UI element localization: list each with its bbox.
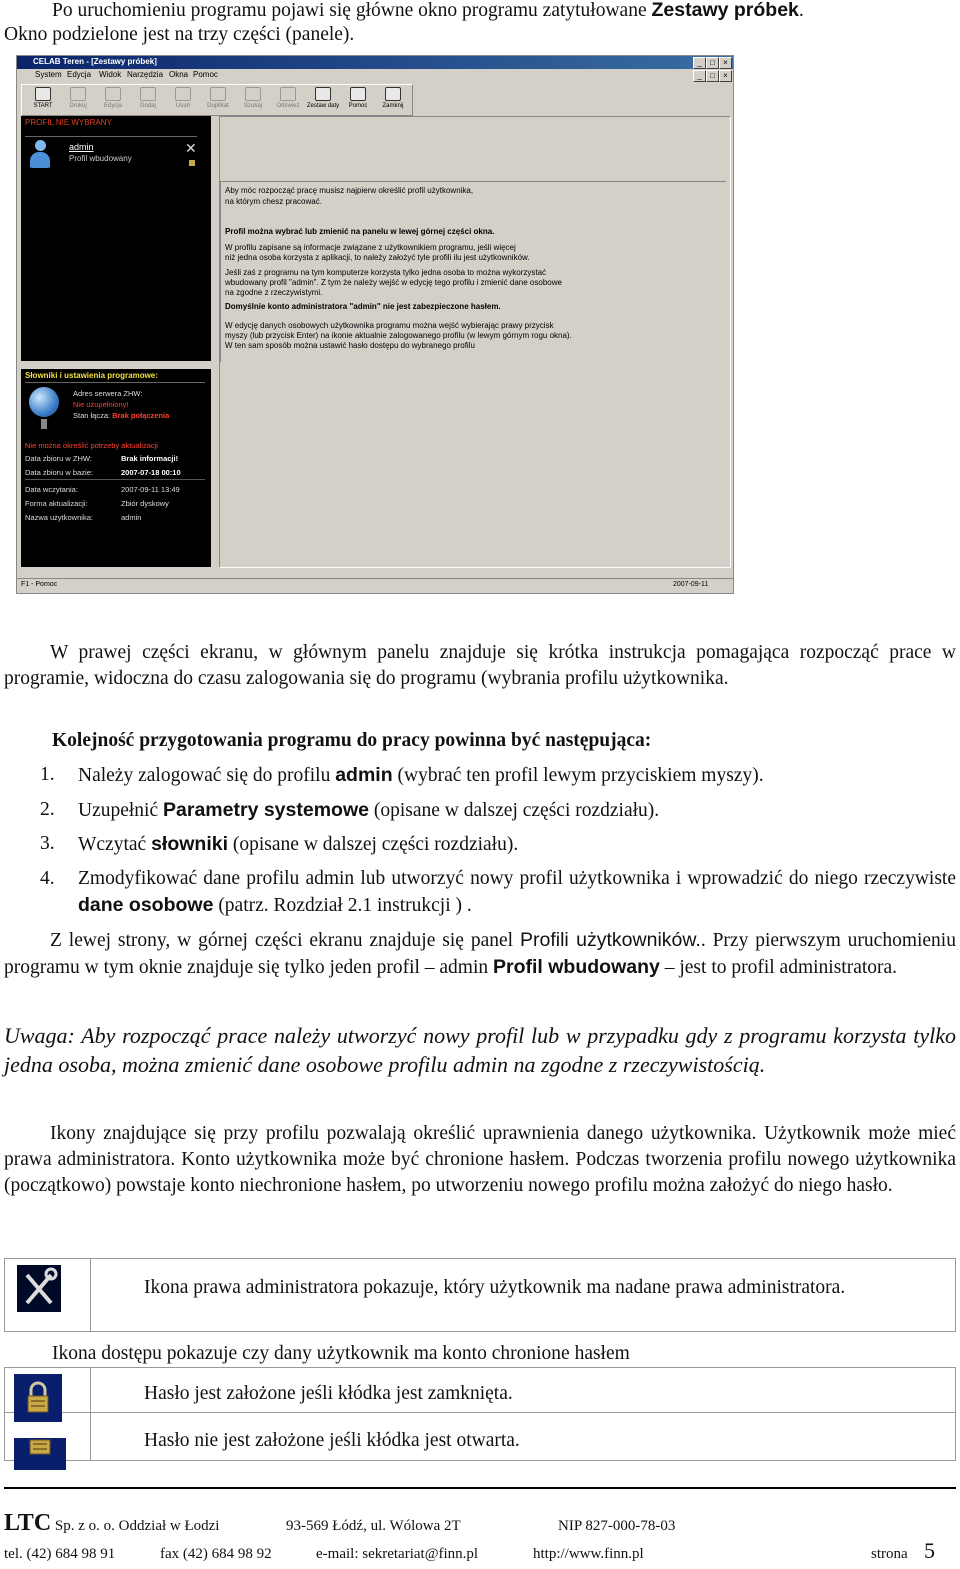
- step-1: 1. Należy zalogować się do profilu admin (wybrać ten profil lewym przyciskiem myszy).: [40, 764, 764, 786]
- date-set-button[interactable]: Zestaw daty: [306, 87, 340, 113]
- profile-name[interactable]: admin: [69, 142, 94, 152]
- menu-okna[interactable]: Okna: [169, 70, 189, 79]
- footer-company: LTC Sp. z o. o. Oddział w Łodzi: [4, 1510, 220, 1536]
- menu-system[interactable]: System: [35, 70, 62, 79]
- padlock-icon: [189, 160, 195, 166]
- menu-widok[interactable]: Widok: [99, 70, 122, 79]
- instr-line: Aby móc rozpocząć pracę musisz najpierw określić profil użytkownika,: [225, 186, 474, 195]
- help-button[interactable]: Pomoc: [341, 87, 375, 113]
- delete-icon: [175, 87, 191, 101]
- profiles-panel: [21, 116, 211, 361]
- zhw-date-label: Data zbioru w ZHW:: [25, 454, 92, 463]
- step-2: 2. Uzupełnić Parametry systemowe (opisane w dalszej części rozdziału).: [40, 799, 660, 821]
- instr-line: Jeśli zaś z programu na tym komputerze korzysta tylko jedna osoba to można wykorzystać: [225, 268, 547, 277]
- para-profiles: Z lewej strony, w górnej części ekranu znajduje się panel Profili użytkowników.. Przy pierwszym uruchomieniu programu w tym oknie znajduje się tylko jeden profil – admin Profil wbudowany – jest to profil administratora.: [4, 929, 956, 978]
- add-button[interactable]: Dodaj: [131, 87, 165, 113]
- footer-email[interactable]: e-mail: sekretariat@finn.pl: [316, 1546, 479, 1562]
- load-label: Data wczytania:: [25, 485, 78, 494]
- zhw-date-value: Brak informacji!: [121, 454, 179, 463]
- menu-pomoc[interactable]: Pomoc: [193, 70, 218, 79]
- status-left: F1 - Pomoc: [21, 581, 58, 588]
- menu-edycja[interactable]: Edycja: [67, 70, 92, 79]
- db-date-value: 2007-07-18 00:10: [121, 468, 181, 477]
- server-value: Nie uzupełniony!: [73, 400, 129, 409]
- child-close-icon[interactable]: ×: [719, 70, 732, 82]
- db-date-label: Data zbioru w bazie:: [25, 468, 93, 477]
- edit-button[interactable]: Edycja: [96, 87, 130, 113]
- instr-line: na zgodne z rzeczywistymi.: [225, 288, 323, 297]
- grid-icon: [315, 87, 331, 101]
- form-value: Zbiór dyskowy: [121, 499, 169, 508]
- load-value: 2007-09-11 13:49: [121, 485, 180, 494]
- instr-line: myszy (lub przycisk Enter) na ikonie aktualnie zalogowanego profilu (w lewym górnym rogu okna).: [225, 331, 572, 340]
- status-bar: [17, 578, 733, 592]
- instructions-box: [220, 181, 726, 362]
- lock-open-desc: Hasło nie jest założone jeśli kłódka jest otwarta.: [144, 1430, 520, 1451]
- exit-icon: [385, 87, 401, 101]
- instr-line: W profilu zapisane są informacje związane z użytkownikiem programu, jeśli więcej: [225, 243, 516, 252]
- instr-line: wbudowany profil "admin". Z tym że należy wejść w edycję tego profilu i zmienić dane osobowe: [225, 278, 562, 287]
- window-title: CELAB Teren - [Zestawy próbek]: [33, 57, 157, 66]
- maximize-icon[interactable]: □: [706, 57, 719, 69]
- print-icon: [70, 87, 86, 101]
- edit-icon: [105, 87, 121, 101]
- admin-icon-desc: Ikona prawa administratora pokazuje, który użytkownik ma nadane prawa administratora.: [144, 1277, 846, 1298]
- admin-rights-icon: ✕: [185, 140, 197, 156]
- app-screenshot: [16, 55, 734, 594]
- dict-header: Słowniki i ustawienia programowe:: [25, 371, 158, 380]
- duplicate-button[interactable]: Duplikat: [201, 87, 235, 113]
- step-3: 3. Wczytać słowniki (opisane w dalszej części rozdziału).: [40, 833, 519, 855]
- form-label: Forma aktualizacji:: [25, 499, 88, 508]
- toolbar: [21, 84, 413, 116]
- step-4: 4. Zmodyfikować dane profilu admin lub utworzyć nowy profil użytkownika i wprowadzić do niego rzeczywiste dane osobowe (patrz. Rozdział 2.1 instrukcji ) .: [40, 868, 956, 916]
- instr-line: W edycję danych osobowych użytkownika programu można wejść wybierając prawy przycisk: [225, 321, 554, 330]
- dictionaries-panel: [21, 369, 211, 567]
- instr-line: W ten sam sposób można ustawić hasło dostępu do wybranego profilu: [225, 341, 475, 350]
- menu-bar: [17, 69, 733, 82]
- search-button[interactable]: Szukaj: [236, 87, 270, 113]
- menu-narzedzia[interactable]: Narzędzia: [127, 70, 164, 79]
- duplicate-icon: [210, 87, 226, 101]
- close-icon[interactable]: ×: [719, 57, 732, 69]
- steps-heading: Kolejność przygotowania programu do pracy powinna być następująca:: [52, 730, 652, 751]
- close-app-button[interactable]: Zamknij: [376, 87, 410, 113]
- add-icon: [140, 87, 156, 101]
- footer-address: 93-569 Łódź, ul. Wólowa 2T: [286, 1518, 461, 1534]
- instr-line: na którym chesz pracować.: [225, 197, 322, 206]
- minimize-icon[interactable]: _: [693, 57, 706, 69]
- search-icon: [245, 87, 261, 101]
- child-minimize-icon[interactable]: _: [693, 70, 706, 82]
- para-instructions: W prawej części ekranu, w głównym panelu znajduje się krótka instrukcja pomagająca rozpocząć prace w programie, widoczna do czasu zalogowania się do programu (wybrania profilu użytkownika.: [4, 642, 956, 689]
- para-icons: Ikony znajdujące się przy profilu pozwalają określić uprawnienia danego użytkownika. Użytkownik może mieć prawa administratora. Konto użytkownika może być chronione hasłem. Podczas tworzenia profilu nowego użytkownika (początkowo) powstaje konto niechronione hasłem, po utworzeniu nowego profilu można założyć do niego hasło.: [4, 1123, 956, 1196]
- profile-header: PROFIL NIE WYBRANY: [25, 118, 112, 127]
- footer-rule: [4, 1487, 956, 1489]
- refresh-icon: [280, 87, 296, 101]
- footer-page-number: 5: [924, 1538, 935, 1563]
- update-msg: Nie można określić potrzeby aktualizacji: [25, 441, 158, 450]
- instr-line: niż jedna osoba korzysta z aplikacji, to należy założyć tyle profili ilu jest użytkowników.: [225, 253, 530, 262]
- print-button[interactable]: Drukuj: [61, 87, 95, 113]
- footer-www[interactable]: http://www.finn.pl: [533, 1546, 644, 1562]
- footer-page-label: strona: [871, 1546, 908, 1562]
- user-value: admin: [121, 513, 142, 522]
- lock-closed-desc: Hasło jest założone jeśli kłódka jest zamknięta.: [144, 1383, 513, 1404]
- server-label: Adres serwera ZHW:: [73, 389, 143, 398]
- delete-button[interactable]: Usuń: [166, 87, 200, 113]
- refresh-button[interactable]: Odśwież: [271, 87, 305, 113]
- intro-line-1: Po uruchomieniu programu pojawi się główne okno programu zatytułowane Zestawy próbek.: [52, 0, 804, 21]
- intro-line-2: Okno podzielone jest na trzy części (panele).: [4, 24, 355, 45]
- access-heading: Ikona dostępu pokazuje czy dany użytkownik ma konto chronione hasłem: [52, 1343, 630, 1364]
- footer-nip: NIP 827-000-78-03: [558, 1518, 676, 1534]
- footer-tel: tel. (42) 684 98 91: [4, 1546, 116, 1562]
- child-maximize-icon[interactable]: □: [706, 70, 719, 82]
- instr-line: Profil można wybrać lub zmienić na panelu w lewej górnej części okna.: [225, 227, 495, 236]
- globe-icon: [29, 387, 59, 417]
- help-icon: [350, 87, 366, 101]
- admin-tools-icon: [17, 1265, 61, 1312]
- profile-type: Profil wbudowany: [69, 154, 132, 163]
- footer-fax: fax (42) 684 98 92: [160, 1546, 272, 1562]
- status-right: 2007-09-11: [673, 581, 709, 588]
- window-titlebar: [17, 56, 733, 69]
- start-button[interactable]: START: [26, 87, 60, 113]
- start-icon: [35, 87, 51, 101]
- instr-line: Domyślnie konto administratora "admin" nie jest zabezpieczone hasłem.: [225, 302, 501, 311]
- user-avatar-icon[interactable]: [29, 140, 51, 170]
- lock-open-icon: [14, 1438, 66, 1470]
- user-label: Nazwa użytkownika:: [25, 513, 93, 522]
- lock-closed-icon: [14, 1374, 62, 1422]
- conn-row: Stan łącza: Brak połączenia: [73, 411, 170, 420]
- note: Uwaga: Aby rozpocząć prace należy utworzyć nowy profil lub w przypadku gdy z programu korzysta tylko jedna osoba, można zmienić dane osobowe profilu admin na zgodne z rzeczywistością.: [4, 1023, 956, 1077]
